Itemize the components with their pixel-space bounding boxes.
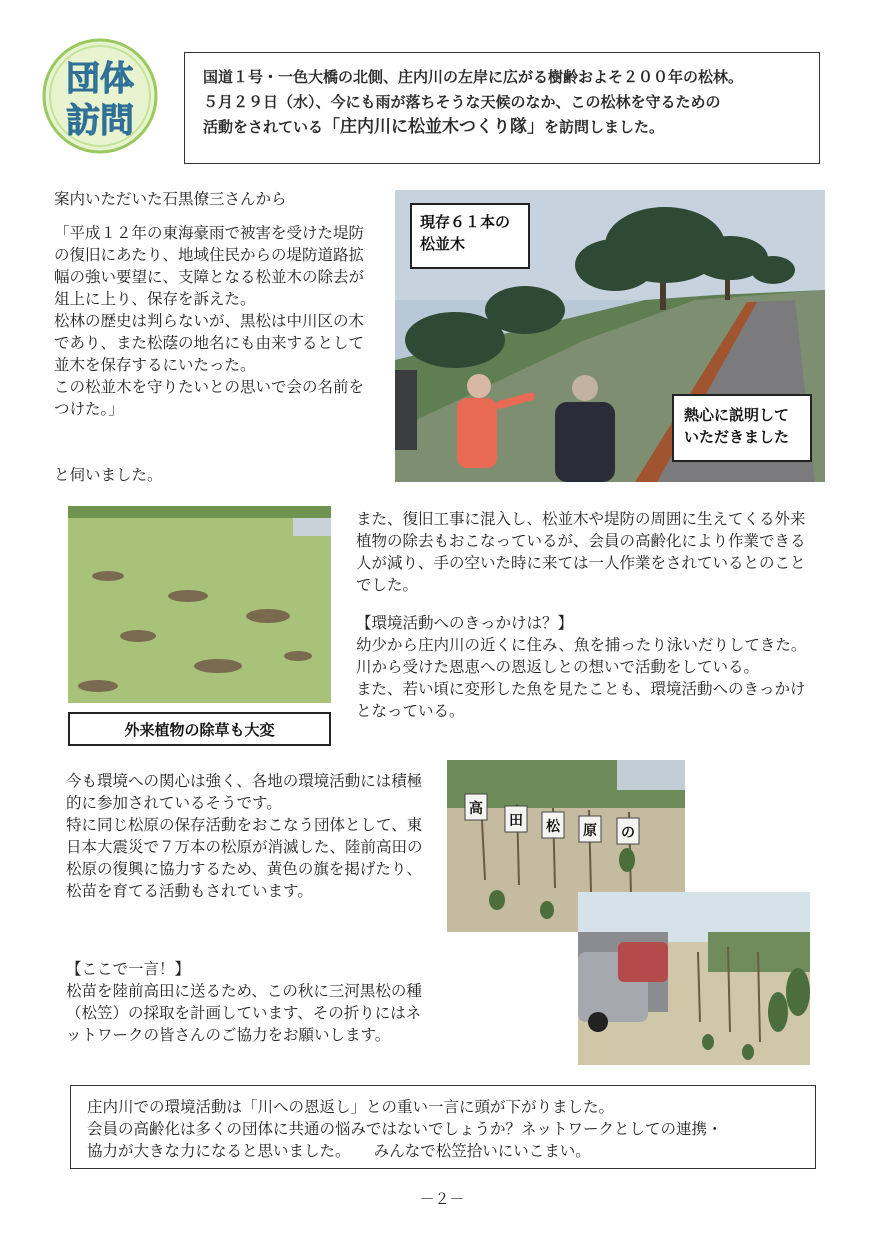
guide-text: 案内いただいた石黒僚三さんから xyxy=(54,190,287,208)
flag-char-3: 松 xyxy=(546,819,560,835)
header-line3-a: 活動をされている xyxy=(203,118,324,136)
one-word-body: 松苗を陸前高田に送るため、この秋に三河黒松の種（松笠）の採取を計画しています、その折りにはネットワークの皆さんのご協力をお願いします。 xyxy=(66,982,422,1044)
flag-char-5: の xyxy=(621,825,635,841)
rikuzentakata-paragraph: 今も環境への関心は強く、各地の環境活動には積極的に参加されているそうです。 特に同じ松原の保存活動をおこなう団体として、東日本大震災で７万本の松原が消滅した、陸前高田の松原の復興に協力するため、黄色の旗を掲げたり、松苗を育てる活動もされています。 xyxy=(66,772,423,900)
motivation-heading: 【環境活動へのきっかけは？】 xyxy=(356,614,574,632)
logo-line1: 団体 xyxy=(66,59,134,99)
page-number: －２－ xyxy=(419,1190,465,1208)
summary-line3: 協力が大きな力になると思いました。 みんなで松笠拾いにいこまい。 xyxy=(87,1142,591,1160)
flag-char-1: 高 xyxy=(469,801,483,817)
seedling-field-photo xyxy=(578,892,810,1065)
summary-box xyxy=(70,1085,816,1169)
group-name: 「庄内川に松並木つくり隊」 xyxy=(323,117,545,137)
motivation-body: 幼少から庄内川の近くに住み、魚を捕ったり泳いだりしてきた。 川から受けた恩恵への恩返しとの想いで活動をしている。 また、若い頃に変形した魚を見たことも、環境活動へのきっかけとなっている。 xyxy=(356,636,807,720)
one-word-heading: 【ここで一言！】 xyxy=(66,960,191,978)
weeding-caption: 外来植物の除草も大変 xyxy=(68,712,331,746)
summary-line1: 庄内川での環境活動は「川への恩返し」との重い一言に頭が下がりました。 xyxy=(87,1098,615,1116)
summary-line2: 会員の高齢化は多くの団体に共通の悩みではないでしょうか？ネットワークとしての連携・ xyxy=(87,1120,723,1138)
pine-count-caption: 現存６１本の 松並木 xyxy=(410,203,530,269)
group-visit-logo xyxy=(40,36,160,156)
header-line2: ５月２９日（水）、今にも雨が落ちそうな天候のなか、この松林を守るための xyxy=(203,93,721,111)
guide-quote: 「平成１２年の東海豪雨で被害を受けた堤防の復旧にあたり、地域住民からの堤防道路拡幅の強い要望に、支障となる松並木の除去が俎上に上り、保存を訴えた。 松林の歴史は判らないが、黒松は中川区の木であり、また松蔭の地名にも由来するとして並木を保存するにいたった。 この松並木を守りたいとの思いで会の名前をつけた。」 xyxy=(54,224,365,418)
header-line3 xyxy=(203,115,801,140)
logo-line2: 訪問 xyxy=(66,101,134,141)
header-line1: 国道１号・一色大橋の北側、庄内川の左岸に広がる樹齢およそ２００年の松林。 xyxy=(203,68,744,86)
heard-text: と伺いました。 xyxy=(54,466,163,484)
header-box xyxy=(184,52,820,164)
header-line3-c: を訪問しました。 xyxy=(544,118,665,136)
weeding-slope-photo xyxy=(68,506,331,703)
weeding-paragraph: また、復旧工事に混入し、松並木や堤防の周囲に生えてくる外来植物の除去もおこなっているが、会員の高齢化により作業できる人が減り、手の空いた時に来ては一人作業をされているとのことでした。 xyxy=(356,510,806,594)
flag-char-2: 田 xyxy=(509,813,523,829)
explanation-caption: 熱心に説明して いただきました xyxy=(672,394,812,462)
flag-char-4: 原 xyxy=(583,823,597,839)
